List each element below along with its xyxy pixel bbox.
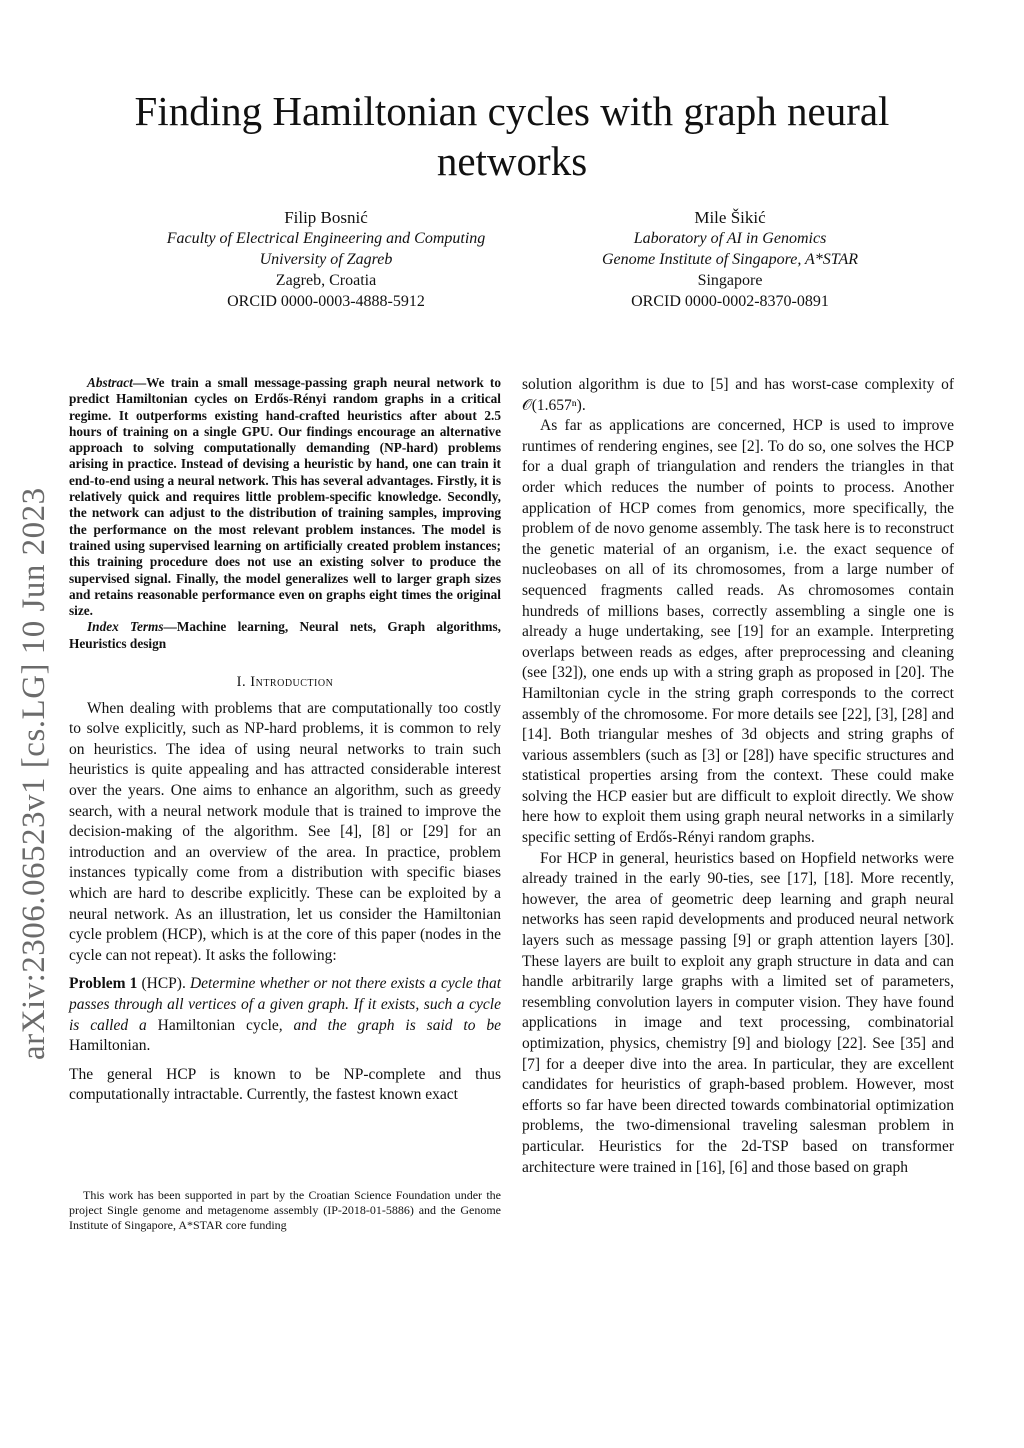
section-heading xyxy=(69,672,501,693)
section-number: I. xyxy=(236,674,247,691)
right-column xyxy=(522,375,954,1178)
paragraph-complexity: solution algorithm is due to [5] and has worst-case complexity of 𝒪(1.657ⁿ). xyxy=(522,376,954,414)
author-affiliation: Faculty of Electrical Engineering and Computing xyxy=(166,230,486,247)
intro-paragraph-1: When dealing with problems that are computationally too costly to solve explicitly, such as NP-hard problems, it is common to rely on heuristics. The idea of using neural networks to train such heuristics is quite appealing and has attracted considerable interest over the years. One aims to enhance an algorithm, such as greedy search, with a neural network module that is trained to improve the decision-making of the algorithm. See [4], [8] or [29] for an introduction and an overview of the area. In practice, problem instances typically come from a distribution with specific biases which are hard to describe explicitly. These can be exploited by a neural network. As an illustration, let us consider the Hamiltonian cycle problem (HCP), which is at the core of this paper (nodes in the cycle can not repeat). It asks the following: xyxy=(69,699,501,964)
abstract-text: We train a small message-passing graph neural network to predict Hamiltonian cycles on Erdős-Rényi random graphs in a critical regime. It outperforms existing hand-crafted heuristics after about 2.5 hours of training on a single GPU. Our findings encourage an alternative approach to solving computationally demanding (NP-hard) problems arising in practice. Instead of devising a heuristic by hand, one can train it end-to-end using a neural network. This has several advantages. Firstly, it is relatively quick and requires little problem-specific knowledge. Secondly, the network can adjust to the distribution of training samples, improving the performance on the most relevant problem instances. The model is trained using supervised learning on artificially created problem instances; this training procedure does not use an existing solver to produce the supervised signal. Finally, the model generalizes well to larger graph sizes and retains reasonable performance even on graphs eight times the original size. xyxy=(69,375,501,619)
author-location: Zagreb, Croatia xyxy=(275,272,377,289)
author-location: Singapore xyxy=(697,272,763,289)
footnote: This work has been supported in part by the Croatian Science Foundation under the project Single genome and metagenome assembly (IP-2018-01-5886) and the Genome Institute of Singapore, A*STAR core funding xyxy=(69,1188,501,1232)
after-problem-paragraph: The general HCP is known to be NP-complete and thus computationally intractable. Currently, the fastest known exact xyxy=(69,1065,501,1104)
paragraph-related-work: For HCP in general, heuristics based on Hopfield networks were already trained in the early 90-ties, see [17], [18]. More recently, however, the area of geometric deep learning and graph neural networks has seen rapid developments and produced neural network layers such as message passing [9] or graph attention layers [30]. These layers are built to exploit any graph structure in data and can handle arbitrarily large graphs with a limited set of parameters, resembling convolution layers in computer vision. They have found applications in image and text processing, combinatorial optimization, physics, chemistry [9] and biology [22]. See [35] and [7] for a deeper dive into the area. In particular, they are excellent candidates for heuristics of graph-based problem. However, most efforts so far have been directed towards combinatorial optimization problems, the two-dimensional traveling salesman problem in particular. Heuristics for the 2d-TSP based on transformer architecture were trained in [16], [6] and those based on graph xyxy=(522,849,954,1176)
author-name: Filip Bosnić xyxy=(284,208,368,227)
author-affiliation: University of Zagreb xyxy=(259,251,393,268)
problem-term-1: Hamiltonian cycle xyxy=(157,1016,279,1034)
paper-title: Finding Hamiltonian cycles with graph neural networks xyxy=(134,88,890,184)
author-name: Mile Šikić xyxy=(694,208,766,227)
problem-end: . xyxy=(146,1037,151,1055)
abstract: Abstract—We train a small message-passing graph neural network to predict Hamiltonian cycles on Erdős-Rényi random graphs in a critical regime. It outperforms existing hand-crafted heuristics after about 2.5 hours of training on a single GPU. Our findings encourage an alternative approach to solving computationally demanding (NP-hard) problems arising in practice. Instead of devising a heuristic by hand, one can train it end-to-end using a neural network. This has several advantages. Firstly, it is relatively quick and requires little problem-specific knowledge. Secondly, the network can adjust to the distribution of training samples, improving the performance on the most relevant problem instances. The model is trained using supervised learning on artificially created problem instances; this training procedure does not use an existing solver to produce the supervised signal. Finally, the model generalizes well to larger graph sizes and retains reasonable performance even on graphs eight times the original size. Index Terms—Machine learning, Neural nets, Graph algorithms, Heuristics design xyxy=(69,375,501,651)
problem-text-b: , and the graph is said to be xyxy=(278,1016,501,1034)
author-affiliation: Genome Institute of Singapore, A*STAR xyxy=(601,251,859,268)
author-orcid: ORCID 0000-0003-4888-5912 xyxy=(227,293,425,310)
author-block-1 xyxy=(146,207,506,312)
problem-abbr: (HCP). xyxy=(141,975,186,993)
author-affiliation: Laboratory of AI in Genomics xyxy=(633,230,827,247)
problem-term-2: Hamiltonian xyxy=(69,1037,147,1055)
author-block-2 xyxy=(560,207,900,312)
problem-text-a: Determine whether or not there exists a cycle that passes through all vertices of a given graph. If it exists, such a cycle is called a xyxy=(69,975,502,1034)
section-title: Introduction xyxy=(250,674,334,691)
problem-statement xyxy=(69,974,501,1056)
index-terms-label: Index Terms xyxy=(87,619,164,635)
paragraph-applications: As far as applications are concerned, HCP is used to improve runtimes of rendering engines, see [2]. To do so, one solves the HCP for a dual graph of triangulation and renders the triangles in that order which reduces the number of points to process. Another application of HCP comes from genomics, more specifically, the problem of de novo genome assembly. The task here is to reconstruct the genetic material of an organism, i.e. the exact sequence of nucleobases on all of its chromosomes, from a large number of sequenced fragments called reads. As chromosomes contain hundreds of millions bases, correctly assembling a single one is already a huge undertaking, see [19] for an example. Interpreting overlaps between reads as edges, after preprocessing and cleaning (see [32]), one ends up with a string graph as proposed in [20]. The Hamiltonian cycle in the string graph corresponds to the correct assembly of the chromosome. For more details see [22], [3], [28] and [14]. Both triangular meshes of 3d objects and string graphs of various assemblers (such as [3] or [28]) have specific structures and statistical properties arsing from the context. These could make solving the HCP easier but are difficult to exploit directly. We show here how to exploit them using graph neural networks in a similarly specific setting of Erdős-Rényi random graphs. xyxy=(522,417,954,847)
problem-label: Problem 1 xyxy=(69,975,138,993)
index-terms-text: Machine learning, Neural nets, Graph algorithms, Heuristics design xyxy=(69,619,501,651)
left-column xyxy=(69,375,501,1106)
author-orcid: ORCID 0000-0002-8370-0891 xyxy=(631,293,829,310)
arxiv-identifier: arXiv:2306.06523v1 [cs.LG] 10 Jun 2023 xyxy=(16,487,52,1060)
abstract-label: Abstract xyxy=(87,375,133,390)
